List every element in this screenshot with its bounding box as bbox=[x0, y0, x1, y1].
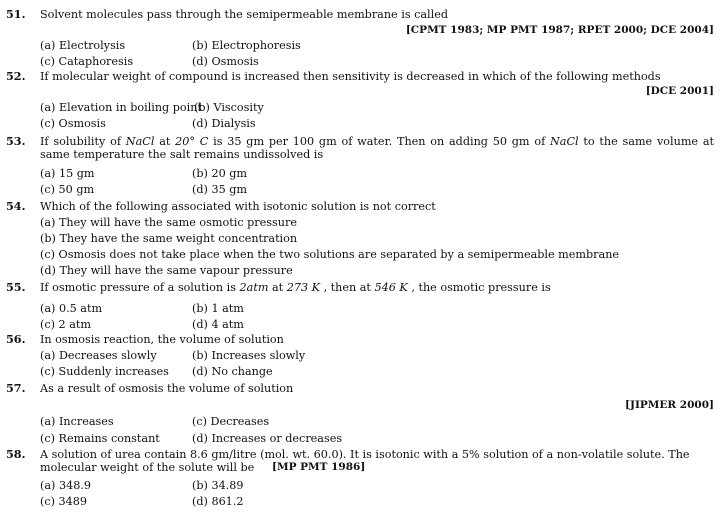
option-c: (c) Remains constant bbox=[40, 432, 160, 445]
option-c: (c) 3489 bbox=[40, 495, 88, 508]
question-text: As a result of osmosis the volume of solution bbox=[40, 382, 294, 395]
option-b: (b) 1 atm bbox=[192, 302, 244, 315]
question-55 bbox=[6, 280, 714, 331]
exam-source: [MP PMT 1986] bbox=[272, 461, 366, 473]
question-number: 54. bbox=[6, 199, 26, 213]
question-number: 53. bbox=[6, 134, 26, 148]
question-text: Which of the following associated with isotonic solution is not correct bbox=[40, 200, 436, 213]
question-53 bbox=[6, 134, 715, 196]
question-number: 58. bbox=[6, 447, 26, 461]
question-number: 55. bbox=[6, 280, 26, 294]
option-c-first: (c) Decreases bbox=[192, 415, 270, 428]
option-a: (a) 15 gm bbox=[40, 167, 95, 180]
question-57 bbox=[6, 381, 714, 445]
option-b: (b) Viscosity bbox=[194, 101, 264, 114]
question-text: A solution of urea contain 8.6 gm/litre (mol. wt. 60.0). It is isotonic with a 5% solution of a non-volatile solute. The molecular weight of the solute will be bbox=[40, 448, 690, 475]
question-56 bbox=[6, 332, 714, 378]
question-text: In osmosis reaction, the volume of solution bbox=[40, 333, 284, 346]
option-a: (a) Increases bbox=[40, 415, 114, 428]
question-text: If molecular weight of compound is increased then sensitivity is decreased in which of the following methods bbox=[40, 70, 661, 83]
question-52 bbox=[6, 69, 714, 130]
option-b: (b) 34.89 bbox=[192, 479, 244, 492]
question-54 bbox=[6, 199, 714, 277]
question-51 bbox=[6, 7, 714, 68]
question-text: Solvent molecules pass through the semipermeable membrane is called bbox=[40, 8, 448, 21]
option-d: (d) They will have the same vapour pressure bbox=[40, 264, 293, 277]
question-text: If osmotic pressure of a solution is 2atm at 273 K , then at 546 K , the osmotic pressure is bbox=[40, 281, 551, 294]
option-a: (a) They will have the same osmotic pressure bbox=[40, 216, 297, 229]
option-c: (c) Cataphoresis bbox=[40, 55, 134, 68]
option-c: (c) Osmosis bbox=[40, 117, 106, 130]
exam-source: [CPMT 1983; MP PMT 1987; RPET 2000; DCE 2004] bbox=[405, 24, 714, 36]
option-a: (a) 348.9 bbox=[40, 479, 91, 492]
question-number: 52. bbox=[6, 69, 26, 83]
option-b: (b) Increases slowly bbox=[192, 349, 306, 362]
question-number: 51. bbox=[6, 7, 26, 21]
option-b: (b) They have the same weight concentration bbox=[40, 232, 298, 245]
question-number: 57. bbox=[6, 381, 26, 395]
option-d: (d) 861.2 bbox=[192, 495, 244, 508]
option-c: (c) Suddenly increases bbox=[40, 365, 169, 378]
option-d: (d) No change bbox=[192, 365, 273, 378]
option-a: (a) Elevation in boiling point bbox=[40, 101, 202, 114]
option-b: (b) Electrophoresis bbox=[192, 39, 301, 52]
option-a: (a) 0.5 atm bbox=[40, 302, 103, 315]
exam-source: [DCE 2001] bbox=[645, 85, 714, 97]
option-c: (c) 2 atm bbox=[40, 318, 91, 331]
option-b: (b) 20 gm bbox=[192, 167, 248, 180]
question-text: If solubility of NaCl at 20° C is 35 gm per 100 gm of water. Then on adding 50 gm of NaCl to the same volume at same temperature the salt remains undissolved is bbox=[40, 135, 715, 162]
option-d: (d) 4 atm bbox=[192, 318, 244, 331]
option-c: (c) Osmosis does not take place when the two solutions are separated by a semipermeable membrane bbox=[40, 248, 620, 261]
option-d: (d) Osmosis bbox=[192, 55, 259, 68]
option-a: (a) Electrolysis bbox=[40, 39, 126, 52]
option-a: (a) Decreases slowly bbox=[40, 349, 157, 362]
exam-source: [JIPMER 2000] bbox=[625, 399, 714, 411]
option-d: (d) Dialysis bbox=[192, 117, 256, 130]
option-c: (c) 50 gm bbox=[40, 183, 95, 196]
option-d: (d) Increases or decreases bbox=[192, 432, 343, 445]
option-d: (d) 35 gm bbox=[192, 183, 248, 196]
question-58 bbox=[6, 447, 714, 508]
question-number: 56. bbox=[6, 332, 26, 346]
